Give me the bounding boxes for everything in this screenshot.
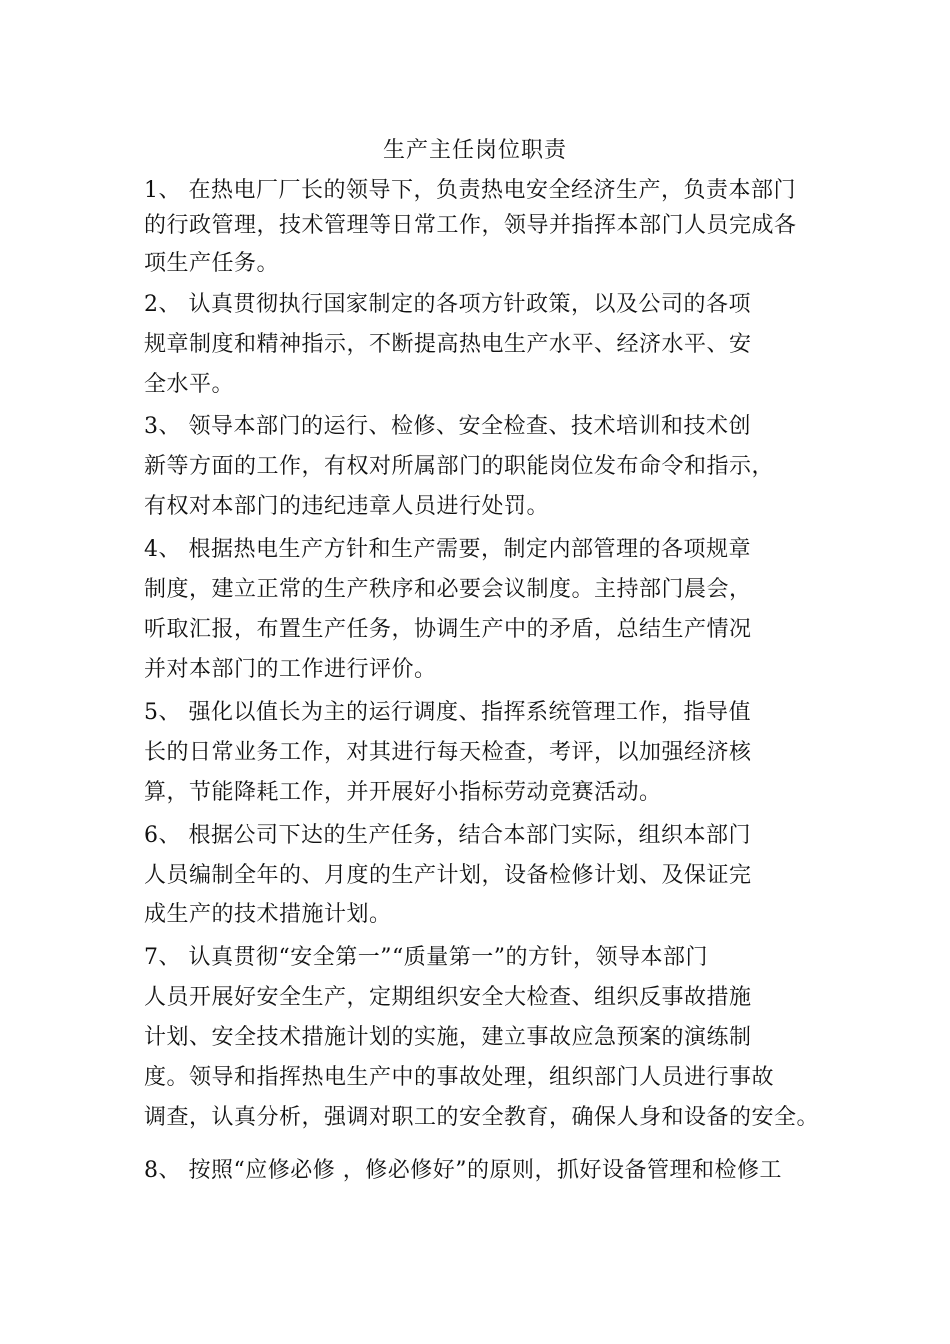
text-line: 听取汇报，布置生产任务，协调生产中的矛盾，总结生产情况 <box>144 617 752 642</box>
text-line: 人员开展好安全生产，定期组织安全大检查、组织反事故措施 <box>144 985 752 1010</box>
text-line: 全水平。 <box>144 372 235 397</box>
text-line: 并对本部门的工作进行评价。 <box>144 657 437 682</box>
text-line: 3、 领导本部门的运行、检修、安全检查、技术培训和技术创 <box>144 414 751 439</box>
text-line: 规章制度和精神指示，不断提高热电生产水平、经济水平、安 <box>144 332 752 357</box>
text-line: 算，节能降耗工作，并开展好小指标劳动竞赛活动。 <box>144 780 662 805</box>
text-line: 新等方面的工作，有权对所属部门的职能岗位发布命令和指示， <box>144 454 775 479</box>
text-line: 制度，建立正常的生产秩序和必要会议制度。主持部门晨会， <box>144 577 752 602</box>
text-line: 7、 认真贯彻“安全第一”“质量第一”的方针，领导本部门 <box>144 945 708 970</box>
document-title: 生产主任岗位职责 <box>382 138 567 163</box>
text-line: 度。领导和指挥热电生产中的事故处理，组织部门人员进行事故 <box>144 1065 775 1090</box>
text-line: 长的日常业务工作，对其进行每天检查，考评，以加强经济核 <box>144 740 752 765</box>
text-line: 人员编制全年的、月度的生产计划，设备检修计划、及保证完 <box>144 863 752 888</box>
text-line: 6、 根据公司下达的生产任务，结合本部门实际，组织本部门 <box>144 823 751 848</box>
text-line: 计划、安全技术措施计划的实施，建立事故应急预案的演练制 <box>144 1025 752 1050</box>
text-line: 调查，认真分析，强调对职工的安全教育，确保人身和设备的安全。 <box>144 1105 820 1130</box>
text-line: 的行政管理，技术管理等日常工作，领导并指挥本部门人员完成各 <box>144 213 797 238</box>
text-line: 成生产的技术措施计划。 <box>144 902 392 927</box>
text-line: 项生产任务。 <box>144 251 280 276</box>
text-line: 2、 认真贯彻执行国家制定的各项方针政策，以及公司的各项 <box>144 292 751 317</box>
text-line: 5、 强化以值长为主的运行调度、指挥系统管理工作，指导值 <box>144 700 751 725</box>
text-line: 1、 在热电厂厂长的领导下，负责热电安全经济生产，负责本部门 <box>144 178 796 203</box>
text-line: 8、 按照“应修必修 ，修必修好”的原则，抓好设备管理和检修工 <box>144 1158 782 1183</box>
text-line: 4、 根据热电生产方针和生产需要，制定内部管理的各项规章 <box>144 537 751 562</box>
text-line: 有权对本部门的违纪违章人员进行处罚。 <box>144 494 550 519</box>
